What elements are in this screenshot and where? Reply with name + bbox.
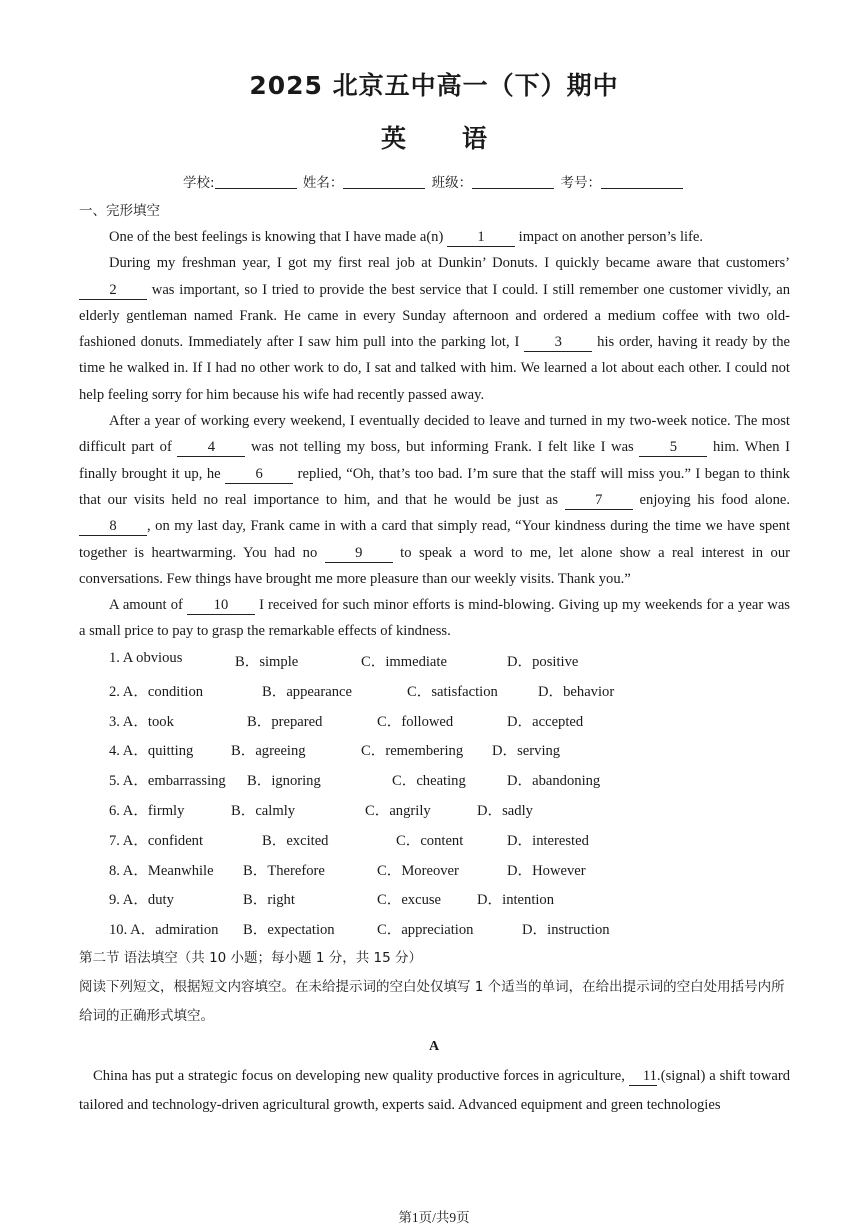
option-8-C: C．Moreover — [377, 862, 459, 879]
option-2-D: D．behavior — [538, 683, 615, 700]
blank-2: 2 — [79, 282, 147, 300]
option-7-B: B．excited — [262, 832, 329, 849]
name-label: 姓名： — [302, 175, 344, 191]
passage-label: A — [428, 1039, 440, 1054]
option-8-A: 8. A．Meanwhile — [109, 862, 214, 879]
blank-10: 10 — [187, 597, 255, 615]
blank-1: 1 — [447, 229, 515, 247]
option-6-B: B．calmly — [231, 802, 296, 819]
option-3-C: C．followed — [377, 713, 454, 730]
option-5-D: D．abandoning — [507, 773, 601, 790]
option-10-B: B．expectation — [243, 922, 335, 939]
option-10-D: D．instruction — [522, 922, 610, 939]
option-4-A: 4. A．quitting — [109, 743, 194, 760]
grammar-paragraph-1: China has put a strategic focus on developing new quality productive forces in agriculture, 11. (signal) a shift toward tailored and technology-driven agricultural growth, experts said. Advanced equipment and green technologies — [79, 1068, 791, 1113]
option-9-D: D．intention — [477, 892, 555, 909]
blank-11: 11. — [629, 1068, 657, 1086]
option-6-C: C．angrily — [365, 802, 431, 819]
cloze-paragraph-3: After a year of working every weekend, I eventually decided to leave and turned in my two-week notice. The most difficult part of 4 was not telling my boss, but informing Frank. I felt like I was 5 him. When I finally brought it up, he 6 replied, “Oh, that’s too bad. I’m sure that the staff will miss you.” I began to think that our visits held no real importance to him, and that he would be just as 7 enjoying his food alone. 8 , on my last day, Frank came in with a card that simply read, “Your kindness during the time we have spent together is heartwarming. You had no 9 to speak a word to me, let alone show a real interest in our conversations. Few things have brought me more pleasure than our weekly visits. Thank you.” — [79, 413, 790, 587]
option-row-6 — [109, 799, 809, 829]
school-label: 学校: — [183, 175, 215, 191]
option-8-D: D．However — [507, 862, 586, 879]
option-6-A: 6. A．firmly — [109, 802, 185, 819]
cloze-passage — [79, 224, 790, 645]
grammar-passage — [79, 1062, 790, 1119]
option-2-B: B．appearance — [262, 683, 352, 700]
cloze-paragraph-1: One of the best feelings is knowing that I have made a(n) 1 impact on another person’s life. — [109, 229, 704, 245]
option-8-B: B．Therefore — [243, 862, 325, 879]
option-3-A: 3. A．took — [109, 713, 174, 730]
option-9-C: C．excuse — [377, 892, 442, 909]
option-5-A: 5. A．embarrassing — [109, 773, 226, 790]
option-row-3 — [109, 710, 809, 740]
option-row-7 — [109, 829, 809, 859]
blank-9: 9 — [325, 545, 393, 563]
option-5-B: B．ignoring — [247, 773, 321, 790]
option-row-1 — [109, 650, 809, 680]
option-4-D: D．serving — [492, 743, 561, 760]
class-blank[interactable] — [472, 174, 554, 189]
subject-char-1: 英 — [380, 124, 406, 153]
page-number: 第1页/共9页 — [398, 1210, 470, 1225]
option-4-C: C．remembering — [361, 743, 464, 760]
option-10-A: 10. A．admiration — [109, 922, 219, 939]
school-blank[interactable] — [215, 174, 297, 189]
blank-7: 7 — [565, 492, 633, 510]
option-row-5 — [109, 769, 809, 799]
id-blank[interactable] — [601, 174, 683, 189]
option-5-C: C．cheating — [392, 773, 466, 790]
option-7-C: C．content — [396, 832, 464, 849]
option-row-9 — [109, 888, 809, 918]
option-1-C: C．immediate — [361, 654, 447, 670]
blank-8: 8 — [79, 518, 147, 536]
subject-title — [0, 119, 868, 155]
section2-heading: 第二节 语法填空（共 10 小题；每小题 1 分，共 15 分） — [79, 950, 422, 966]
option-6-D: D．sadly — [477, 802, 533, 819]
blank-6: 6 — [225, 466, 293, 484]
option-9-A: 9. A．duty — [109, 892, 174, 909]
option-row-8 — [109, 859, 809, 889]
options-list — [109, 650, 809, 948]
option-row-4 — [109, 739, 809, 769]
option-7-D: D．interested — [507, 832, 589, 849]
cloze-paragraph-2: During my freshman year, I got my first real job at Dunkin’ Donuts. I quickly became aware that customers’ 2 was important, so I tried to provide the best service that I could. I still remember one customer vividly, an elderly gentleman named Frank. He came in every Sunday afternoon and ordered a medium coffee with two old-fashioned donuts. Immediately after I saw him pull into the parking lot, I 3 his order, having it ready by the time he walked in. If I had no other work to do, I sat and talked with him. We learned a lot about each other. I could not help feeling sorry for him because his wife had recently passed away. — [79, 255, 790, 403]
blank-4: 4 — [177, 439, 245, 457]
section2-instruction: 阅读下列短文，根据短文内容填空。在未给提示词的空白处仅填写 1 个适当的单词，在给出提示词的空白处用括号内所给词的正确形式填空。 — [79, 979, 785, 1024]
option-2-A: 2. A．condition — [109, 683, 204, 700]
option-1-D: D．positive — [507, 654, 579, 670]
student-info-line — [0, 171, 868, 191]
option-9-B: B．right — [243, 892, 295, 909]
option-1-A: 1. A obvious — [109, 650, 183, 666]
cloze-paragraph-4: A amount of 10 I received for such minor efforts is mind-blowing. Giving up my weekends for a year was a small price to pay to grasp the remarkable effects of kindness. — [79, 597, 790, 640]
subject-char-2: 语 — [462, 124, 488, 153]
option-2-C: C．satisfaction — [407, 683, 498, 700]
option-7-A: 7. A．confident — [109, 832, 204, 849]
blank-3: 3 — [524, 334, 592, 352]
id-label: 考号： — [560, 175, 601, 191]
section1-heading: 一、完形填空 — [79, 203, 160, 219]
option-3-D: D．accepted — [507, 713, 584, 730]
option-row-2 — [109, 680, 809, 710]
exam-title: 2025 北京五中高一（下）期中 — [249, 71, 619, 100]
option-3-B: B．prepared — [247, 713, 323, 730]
class-label: 班级： — [431, 175, 473, 191]
option-10-C: C．appreciation — [377, 922, 474, 939]
name-blank[interactable] — [343, 174, 425, 189]
option-4-B: B．agreeing — [231, 743, 306, 760]
option-1-B: B．simple — [235, 654, 299, 670]
blank-5: 5 — [639, 439, 707, 457]
